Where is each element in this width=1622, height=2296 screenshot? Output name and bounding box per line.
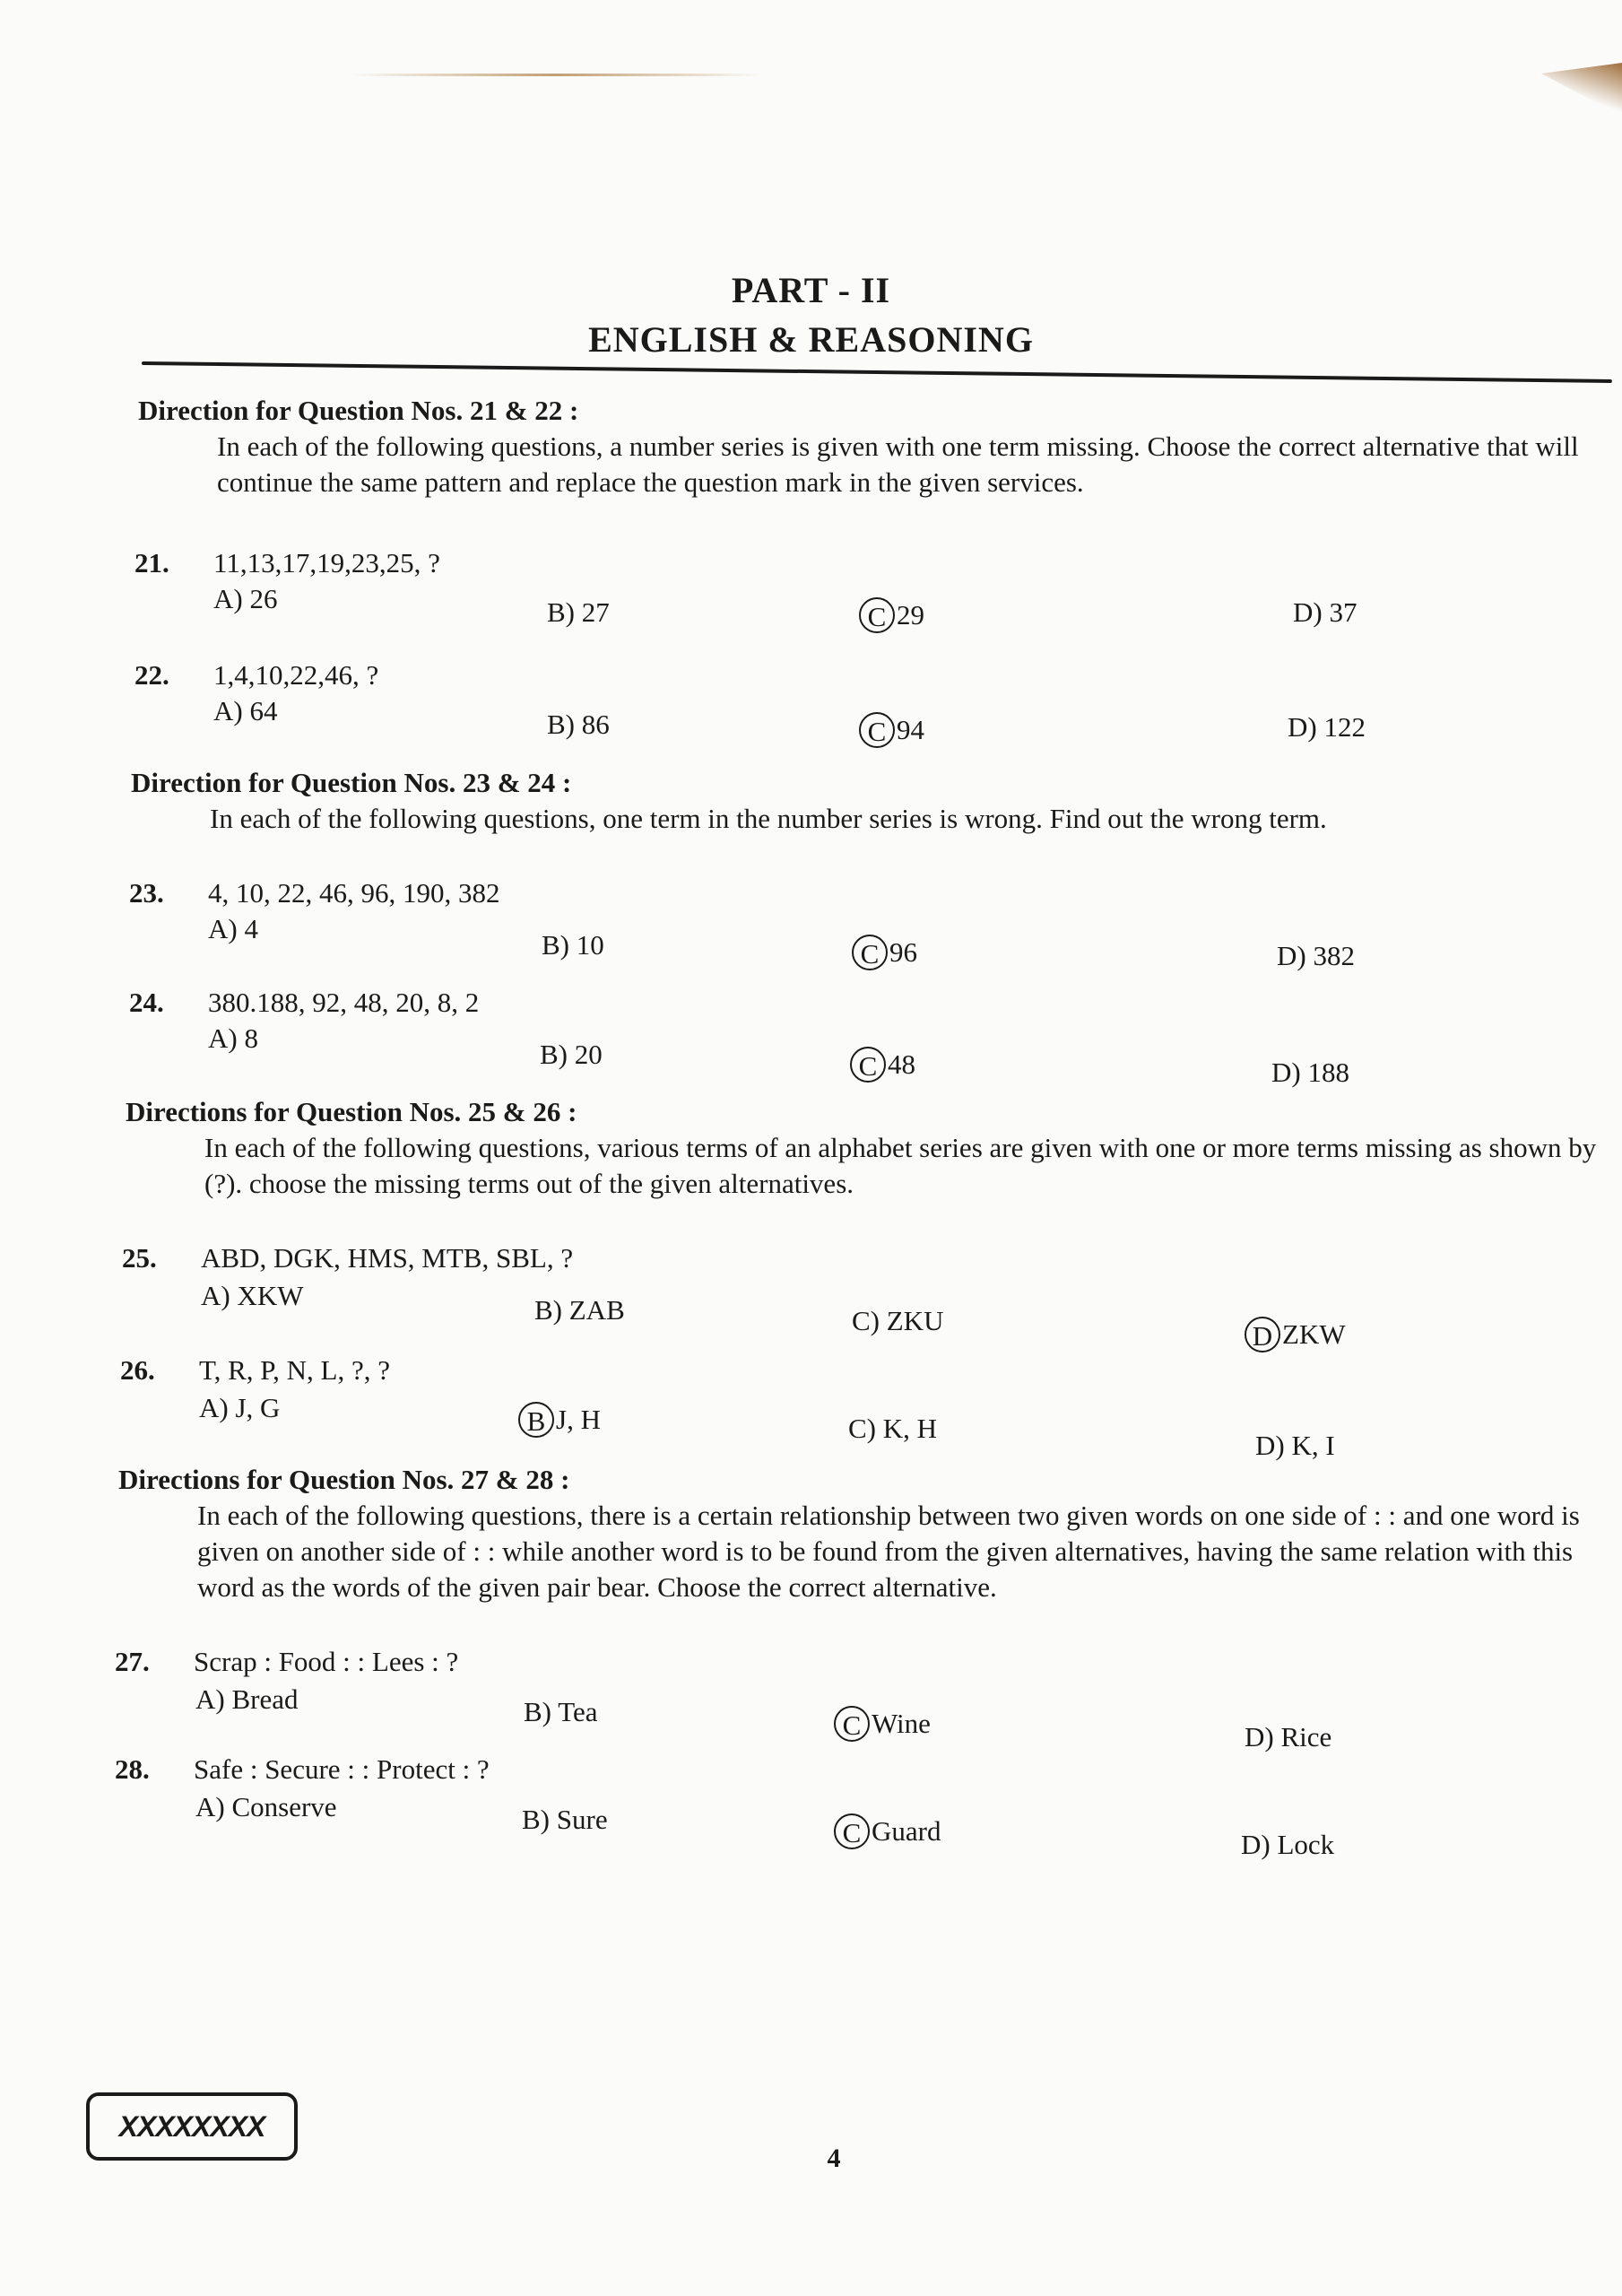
direction-heading: Direction for Question Nos. 23 & 24 : — [131, 767, 572, 798]
option-c-marked[interactable]: C Guard — [834, 1813, 941, 1849]
option-d[interactable]: D) 37 — [1293, 596, 1357, 628]
option-d[interactable]: D) 122 — [1288, 711, 1366, 743]
option-c[interactable]: C) ZKU — [852, 1305, 944, 1336]
section-title: ENGLISH & REASONING — [588, 319, 1034, 360]
option-a[interactable]: A) 64 — [213, 695, 278, 726]
option-a[interactable]: A) J, G — [199, 1392, 281, 1423]
direction-block — [138, 395, 1609, 500]
option-c-marked[interactable]: C 94 — [859, 711, 924, 748]
direction-block — [131, 767, 1601, 837]
question-27 — [115, 1646, 1603, 1771]
question-number: 21. — [134, 547, 169, 578]
option-b[interactable]: B) Sure — [522, 1804, 608, 1835]
direction-text: In each of the following questions, there is a certain relationship between two given words on one side of : : and one word is given on another side of : : while another word is to be found from the given alternatives, having the same relation with this word as the words of the given pair bear. Choose the correct alternative. — [197, 1500, 1580, 1603]
option-d[interactable]: D) Rice — [1245, 1721, 1332, 1752]
question-text: 1,4,10,22,46, ? — [213, 659, 379, 691]
option-b[interactable]: B) 20 — [540, 1039, 603, 1070]
scan-artifact — [350, 74, 762, 76]
direction-heading: Directions for Question Nos. 25 & 26 : — [126, 1096, 577, 1127]
option-a[interactable]: A) 4 — [208, 913, 258, 944]
question-21 — [134, 547, 1622, 673]
question-24 — [129, 987, 1618, 1112]
option-a[interactable]: A) 8 — [208, 1022, 258, 1054]
question-number: 23. — [129, 877, 164, 909]
paper-code-box: XXXXXXXX — [86, 2092, 298, 2161]
page-number: 4 — [827, 2144, 841, 2173]
option-a[interactable]: A) 26 — [213, 583, 278, 614]
question-23 — [129, 877, 1618, 1003]
option-b[interactable]: B) 27 — [547, 596, 610, 628]
question-text: 4, 10, 22, 46, 96, 190, 382 — [208, 877, 500, 909]
question-text: 380.188, 92, 48, 20, 8, 2 — [208, 987, 480, 1018]
direction-block — [118, 1464, 1616, 1605]
option-a[interactable]: A) Conserve — [195, 1791, 337, 1822]
direction-heading: Directions for Question Nos. 27 & 28 : — [118, 1464, 570, 1495]
question-text: Safe : Secure : : Protect : ? — [194, 1753, 490, 1785]
question-22 — [134, 659, 1622, 785]
option-b[interactable]: B) 10 — [542, 929, 604, 961]
question-text: Scrap : Food : : Lees : ? — [194, 1646, 459, 1677]
option-a[interactable]: A) Bread — [195, 1683, 299, 1715]
question-text: T, R, P, N, L, ?, ? — [199, 1354, 390, 1386]
question-number: 28. — [115, 1753, 150, 1785]
part-title: PART - II — [731, 270, 891, 310]
option-d[interactable]: D) 188 — [1271, 1057, 1349, 1088]
question-26 — [120, 1354, 1609, 1480]
option-a[interactable]: A) XKW — [201, 1280, 304, 1311]
scan-artifact-corner — [1541, 63, 1622, 117]
question-25 — [122, 1242, 1610, 1368]
option-c[interactable]: C) K, H — [848, 1413, 938, 1444]
question-number: 27. — [115, 1646, 150, 1677]
direction-text: In each of the following questions, a number series is given with one term missing. Choose the correct alternative that will continue the same pattern and replace the question mark in the given services. — [217, 430, 1579, 498]
direction-text: In each of the following questions, various terms of an alphabet series are given with one or more terms missing as shown by (?). choose the missing terms out of the given alternatives. — [204, 1132, 1597, 1199]
question-number: 22. — [134, 659, 169, 691]
option-d[interactable]: D) Lock — [1241, 1829, 1335, 1860]
question-28 — [115, 1753, 1603, 1879]
question-number: 26. — [120, 1354, 155, 1386]
question-number: 24. — [129, 987, 164, 1018]
option-b[interactable]: B) ZAB — [534, 1294, 625, 1326]
option-c-marked[interactable]: C 29 — [859, 596, 924, 633]
direction-text: In each of the following questions, one term in the number series is wrong. Find out the wrong term. — [210, 803, 1327, 834]
direction-heading: Direction for Question Nos. 21 & 22 : — [138, 395, 579, 426]
question-text: 11,13,17,19,23,25, ? — [213, 547, 440, 578]
question-number: 25. — [122, 1242, 157, 1274]
direction-block — [126, 1096, 1609, 1202]
question-text: ABD, DGK, HMS, MTB, SBL, ? — [201, 1242, 574, 1274]
header-rule — [142, 361, 1612, 383]
option-c-marked[interactable]: C 96 — [852, 934, 917, 970]
option-b[interactable]: B) Tea — [524, 1696, 598, 1727]
option-d[interactable]: D) 382 — [1277, 940, 1355, 971]
option-c-marked[interactable]: C Wine — [834, 1705, 931, 1742]
option-b-marked[interactable]: B J, H — [518, 1401, 601, 1438]
option-c-marked[interactable]: C 48 — [850, 1046, 915, 1083]
option-d[interactable]: D) K, I — [1255, 1430, 1335, 1461]
option-d-marked[interactable]: D ZKW — [1245, 1316, 1346, 1352]
option-b[interactable]: B) 86 — [547, 709, 610, 740]
